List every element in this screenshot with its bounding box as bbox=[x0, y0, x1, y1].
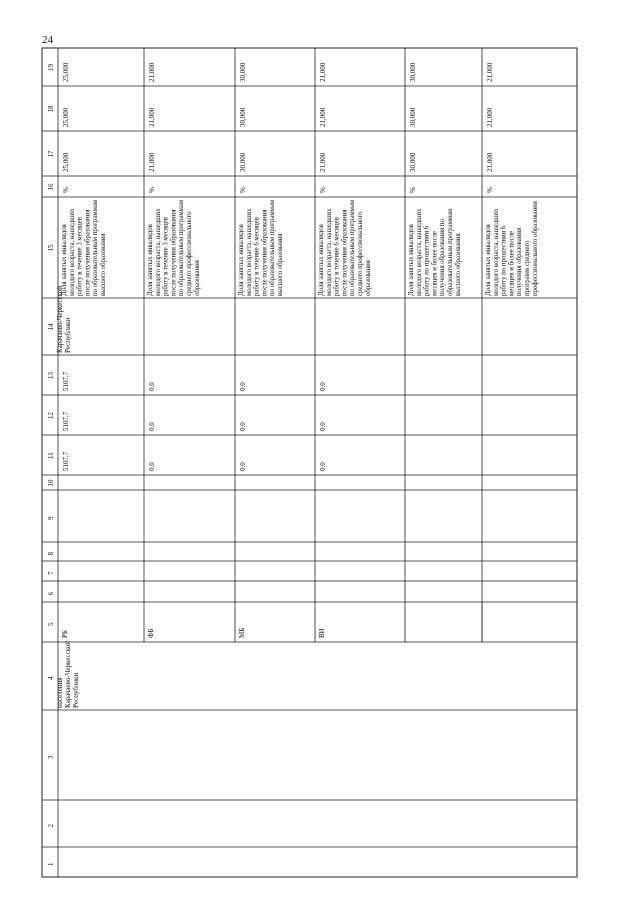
indicator-line: высшего образования bbox=[277, 233, 284, 296]
indicator-line: Доля занятых инвалидов bbox=[147, 224, 154, 296]
value-col18: 21,000 bbox=[486, 107, 494, 127]
indicator-text bbox=[485, 201, 539, 296]
indicator-line: работу по прошествии 6 bbox=[423, 225, 431, 296]
value-col12: 0,0 bbox=[319, 422, 327, 431]
value-col17: 30,000 bbox=[239, 152, 247, 172]
value-col18: 30,000 bbox=[239, 107, 247, 127]
indicator-line: высшего образования bbox=[454, 233, 462, 296]
column-number: 13 bbox=[47, 372, 55, 379]
unit-text: % bbox=[319, 187, 327, 193]
column-number: 17 bbox=[47, 150, 55, 158]
unit-text: % bbox=[62, 187, 70, 193]
value-col18: 30,000 bbox=[409, 107, 417, 127]
indicator-line: образования bbox=[364, 260, 372, 296]
value-col12: 0,0 bbox=[239, 422, 247, 431]
column-number: 16 bbox=[47, 183, 55, 191]
indicator-line: населения bbox=[56, 677, 64, 708]
page-number: 24 bbox=[42, 34, 53, 46]
value-col18: 21,000 bbox=[148, 107, 156, 127]
column-number: 2 bbox=[47, 824, 55, 828]
table-border bbox=[42, 48, 577, 877]
indicator-line: Доля занятых инвалидов bbox=[408, 224, 415, 296]
value-col19: 30,000 bbox=[409, 62, 417, 82]
value-col12: 0,0 bbox=[148, 422, 156, 431]
unit-text: % bbox=[148, 187, 156, 193]
indicator-line: после получения образования bbox=[261, 209, 269, 296]
indicator-line: Карачаево-Черкесской bbox=[56, 285, 64, 353]
value-col11: 0,0 bbox=[148, 462, 156, 471]
column-number: 1 bbox=[47, 862, 55, 866]
indicator-line: высшего образования bbox=[100, 233, 107, 296]
value-col17: 30,000 bbox=[409, 152, 417, 172]
indicator-text bbox=[147, 199, 201, 296]
column-number: 4 bbox=[47, 676, 55, 680]
value-col17: 21,000 bbox=[486, 152, 494, 172]
column-number: 9 bbox=[47, 516, 55, 520]
value-col11: 0,0 bbox=[319, 462, 327, 471]
value-col11: 5107,7 bbox=[62, 451, 70, 471]
indicator-line: Республики bbox=[72, 672, 80, 708]
indicator-line: образования bbox=[193, 260, 201, 296]
column-number: 14 bbox=[47, 323, 55, 331]
indicator-line: Доля занятых инвалидов bbox=[61, 224, 68, 296]
column-number: 5 bbox=[47, 622, 55, 626]
indicator-line: по образовательным программам bbox=[178, 199, 186, 296]
source-code: ФБ bbox=[147, 628, 155, 638]
column-number: 7 bbox=[47, 571, 55, 575]
indicator-line: Доля занятых инвалидов bbox=[238, 224, 245, 296]
indicator-line: Республики bbox=[64, 317, 72, 353]
value-col13: 0,0 bbox=[148, 382, 156, 391]
indicator-line: образовательным программам bbox=[447, 208, 454, 296]
column-number: 15 bbox=[47, 244, 55, 252]
col4-text bbox=[56, 641, 80, 708]
indicator-line: молодого возраста, нашедших bbox=[154, 208, 162, 296]
column-number: 12 bbox=[47, 412, 55, 419]
indicator-line: Карачаево-Черкесской bbox=[64, 640, 72, 708]
indicator-line: среднего профессионального bbox=[357, 211, 364, 296]
column-number: 8 bbox=[47, 552, 55, 556]
indicator-line: после получения образования bbox=[170, 209, 178, 296]
indicator-text bbox=[238, 199, 284, 296]
unit-text: % bbox=[409, 187, 417, 193]
indicator-line: месяцев и более после bbox=[431, 230, 439, 296]
value-col12: 5107,7 bbox=[62, 411, 70, 431]
indicator-line: молодого возраста, нашедших bbox=[325, 208, 333, 296]
indicator-line: молодого возраста, нашедших bbox=[245, 208, 253, 296]
indicator-line: месяцев и более после bbox=[508, 230, 516, 296]
column-number: 18 bbox=[47, 105, 55, 113]
indicator-line: после получения образования bbox=[84, 209, 92, 296]
indicator-line: по образовательным программам bbox=[92, 199, 100, 296]
indicator-line: по образовательным программам bbox=[269, 199, 277, 296]
value-col19: 25,000 bbox=[62, 62, 70, 82]
value-col17: 25,000 bbox=[62, 152, 70, 172]
indicator-line: получения образования по bbox=[439, 219, 447, 296]
indicator-line: Доля занятых инвалидов bbox=[485, 224, 492, 296]
indicator-line: среднего профессионального bbox=[186, 211, 193, 296]
source-code: МБ bbox=[238, 627, 246, 638]
value-col17: 21,000 bbox=[148, 152, 156, 172]
indicator-line: работу в течение 3 месяцев bbox=[76, 217, 84, 296]
value-col18: 25,000 bbox=[62, 107, 70, 127]
indicator-line: после получения образования bbox=[341, 209, 349, 296]
value-col13: 0,0 bbox=[319, 382, 327, 391]
value-col19: 30,000 bbox=[239, 62, 247, 82]
value-col19: 21,000 bbox=[148, 62, 156, 82]
value-col18: 21,000 bbox=[319, 107, 327, 127]
indicator-line: Доля занятых инвалидов bbox=[318, 224, 325, 296]
unit-text: % bbox=[239, 187, 247, 193]
value-col19: 21,000 bbox=[319, 62, 327, 82]
indicator-line: работу в течение 6 месяцев bbox=[253, 217, 261, 296]
value-col11: 0,0 bbox=[239, 462, 247, 471]
indicator-line: получения образования bbox=[516, 227, 524, 296]
indicator-line: профессионального образования bbox=[531, 201, 539, 296]
column-number: 19 bbox=[47, 64, 55, 71]
indicator-line: работу по прошествии 6 bbox=[500, 225, 508, 296]
indicator-line: по образовательным программам bbox=[349, 199, 357, 296]
indicator-line: молодого возраста, нашедших bbox=[415, 208, 423, 296]
column-number: 6 bbox=[47, 592, 55, 596]
indicator-line: программ среднего bbox=[524, 240, 531, 296]
indicator-text bbox=[61, 199, 107, 296]
value-col19: 21,000 bbox=[486, 62, 494, 82]
column-number: 11 bbox=[47, 452, 55, 459]
column-number: 10 bbox=[47, 479, 55, 487]
indicator-line: работу в течение 6 месяцев bbox=[333, 217, 341, 296]
value-col13: 0,0 bbox=[239, 382, 247, 391]
value-col13: 5107,7 bbox=[62, 371, 70, 391]
indicator-line: работу в течение 3 месяцев bbox=[162, 217, 170, 296]
column-number: 3 bbox=[47, 755, 55, 759]
indicator-text bbox=[408, 208, 462, 296]
unit-text: % bbox=[486, 187, 494, 193]
source-code: РБ bbox=[61, 630, 69, 638]
indicator-line: молодого возраста, нашедших bbox=[492, 208, 500, 296]
indicator-text bbox=[318, 199, 372, 296]
source-code: ВИ bbox=[318, 628, 326, 638]
value-col17: 21,000 bbox=[319, 152, 327, 172]
indicator-line: молодого возраста, нашедших bbox=[68, 208, 76, 296]
